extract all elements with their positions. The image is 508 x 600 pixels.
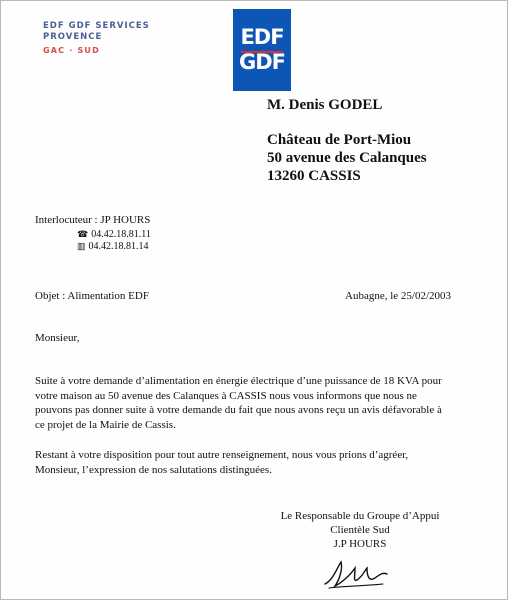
- recipient-address-line2: 50 avenue des Calanques: [267, 150, 427, 166]
- body-line: Suite à votre demande d’alimentation en énergie électrique d’une puissance de 18 KVA pour: [35, 375, 442, 387]
- letter-subject: Objet : Alimentation EDF: [35, 290, 149, 302]
- signatory-department: Clientèle Sud: [330, 524, 390, 536]
- body-line: pouvons pas donner suite à votre demande du fait que nous avons reçu un avis défavorable à: [35, 404, 442, 416]
- body-paragraph-2: [35, 448, 475, 477]
- recipient-address-line3: 13260 CASSIS: [267, 168, 361, 184]
- recipient-address-line1: Château de Port-Miou: [267, 132, 412, 148]
- signature-block: [255, 509, 465, 551]
- logo-word-edf: EDF: [240, 25, 284, 49]
- fax-number: 04.42.18.81.14: [88, 241, 149, 252]
- body-line: Restant à votre disposition pour tout autre renseignement, nous vous prions d’agréer,: [35, 449, 409, 461]
- fax-icon: ▥: [77, 241, 86, 251]
- phone-number: 04.42.18.81.11: [91, 229, 151, 240]
- body-line: ce projet de la Mairie de Cassis.: [35, 418, 176, 431]
- body-line: Monsieur, l’expression de nos salutations distinguées.: [35, 463, 272, 476]
- contact-label: Interlocuteur : JP HOURS: [35, 214, 151, 226]
- sender-organization: [43, 21, 150, 56]
- salutation: Monsieur,: [35, 332, 80, 344]
- org-unit: GAC · SUD: [43, 46, 100, 55]
- contact-fax: [77, 239, 149, 254]
- handwritten-signature: [321, 556, 391, 592]
- place-date: Aubagne, le 25/02/2003: [345, 290, 452, 302]
- org-name: EDF GDF SERVICES: [43, 21, 150, 31]
- body-line: votre maison au 50 avenue des Calanques à CASSIS nous vous informons que nous ne: [35, 389, 417, 402]
- body-paragraph-1: [35, 374, 475, 432]
- signatory-name: J.P HOURS: [333, 538, 387, 550]
- org-region: PROVENCE: [43, 32, 103, 42]
- telephone-icon: ☎: [77, 229, 89, 239]
- recipient-name: M. Denis GODEL: [267, 97, 383, 113]
- edf-gdf-logo: [233, 9, 291, 91]
- signatory-title: Le Responsable du Groupe d’Appui: [280, 510, 440, 522]
- logo-word-gdf: GDF: [238, 50, 285, 74]
